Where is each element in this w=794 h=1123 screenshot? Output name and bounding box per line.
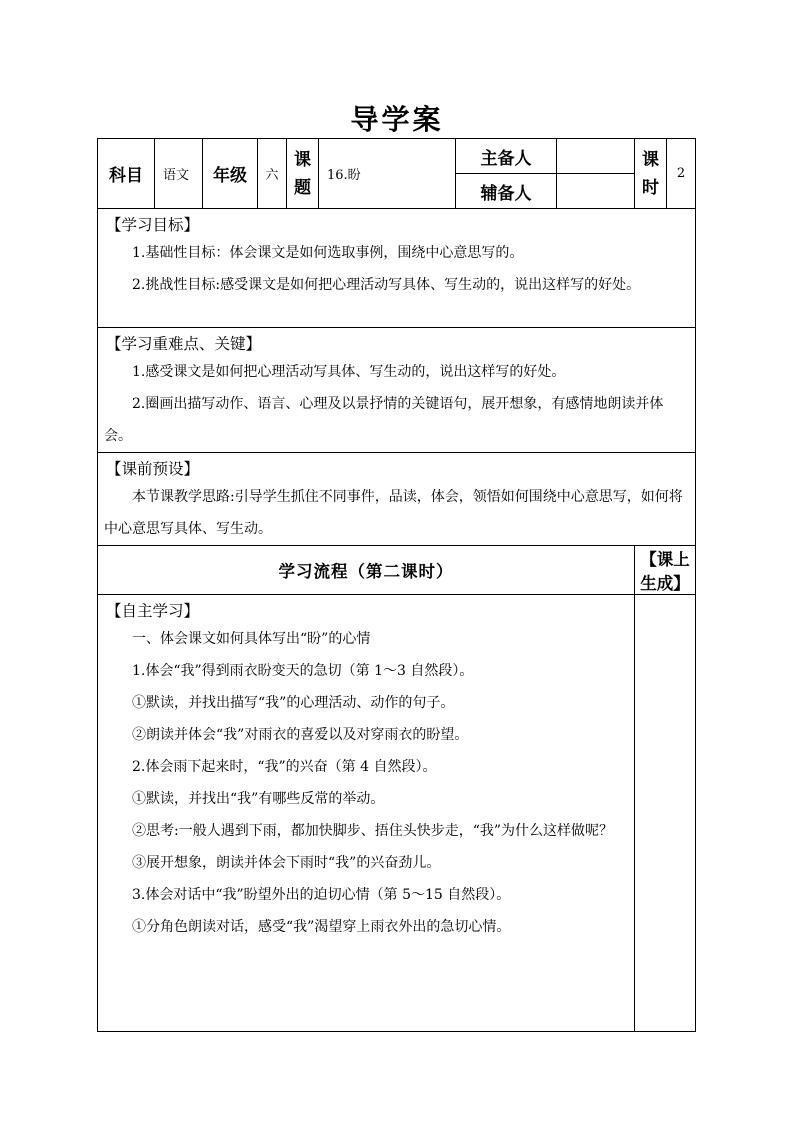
learning-flow-header: 学习流程（第二课时） [98,546,635,595]
key-point-item: 2.圈画出描写动作、语言、心理及以景抒情的关键语句，展开想象，有感情地朗读并体会。 [104,396,664,444]
subject-label: 科目 [98,139,155,209]
flow-item: 2.体会雨下起来时，“我”的兴奋（第 4 自然段）。 [132,759,437,775]
goal-item: 1.基础性目标：体会课文是如何选取事例，围绕中心意思写的。 [132,245,524,261]
topic-label [287,139,319,209]
period-value: 2 [667,139,696,209]
main-preparer-value [557,139,635,174]
assistant-preparer-label: 辅备人 [456,174,557,209]
topic-label-line-2: 题 [294,177,311,198]
subject-value: 语文 [155,139,203,209]
goal-item: 2.挑战性目标:感受课文是如何把心理活动写具体、写生动的，说出这样写的好处。 [132,277,641,293]
flow-item: ①分角色朗读对话，感受“我”渴望穿上雨衣外出的急切心情。 [132,919,511,935]
flow-item: ①默读，并找出描写“我”的心理活动、动作的句子。 [132,695,455,711]
flow-item: ①默读，并找出“我”有哪些反常的举动。 [132,791,385,807]
key-point-item: 1.感受课文是如何把心理活动写具体、写生动的，说出这样写的好处。 [132,364,566,380]
key-points-section [98,328,696,453]
pre-class-section [98,453,696,546]
self-study-section [98,595,635,1032]
pre-class-title: 【课前预设】 [106,460,200,478]
flow-item: ③展开想象，朗读并体会下雨时“我”的兴奋劲儿。 [132,855,441,871]
period-label-line-1: 课 [642,149,659,170]
in-class-output-header: 【课上生成】 [635,546,696,595]
self-study-title: 【自主学习】 [106,602,200,620]
learning-goals-title: 【学习目标】 [106,216,200,234]
flow-item: 1.体会“我”得到雨衣盼变天的急切（第 1～3 自然段）。 [132,663,474,679]
period-label [635,139,667,209]
topic-value: 16.盼 [319,139,456,209]
pre-class-text: 本节课教学思路:引导学生抓住不同事件，品读，体会，领悟如何围绕中心意思写，如何将中心意思写具体、写生动。 [104,489,683,537]
key-points-title: 【学习重难点、关键】 [106,335,262,353]
flow-item: ②朗读并体会“我”对雨衣的喜爱以及对穿雨衣的盼望。 [132,727,469,743]
flow-item: ②思考:一般人遇到下雨，都加快脚步、捂住头快步走，“我”为什么这样做呢？ [132,823,614,839]
topic-label-line-1: 课 [294,149,311,170]
learning-goals-section [98,209,696,328]
flow-item: 3.体会对话中“我”盼望外出的迫切心情（第 5～15 自然段）。 [132,887,511,903]
flow-item: 一、体会课文如何具体写出“盼”的心情 [132,631,371,647]
lesson-plan-table [97,138,696,1032]
main-preparer-label: 主备人 [456,139,557,174]
in-class-output-cell [635,595,696,1032]
assistant-preparer-value [557,174,635,209]
grade-value: 六 [258,139,287,209]
period-label-line-2: 时 [642,177,659,198]
page-title: 导学案 [350,103,444,136]
grade-label: 年级 [203,139,258,209]
